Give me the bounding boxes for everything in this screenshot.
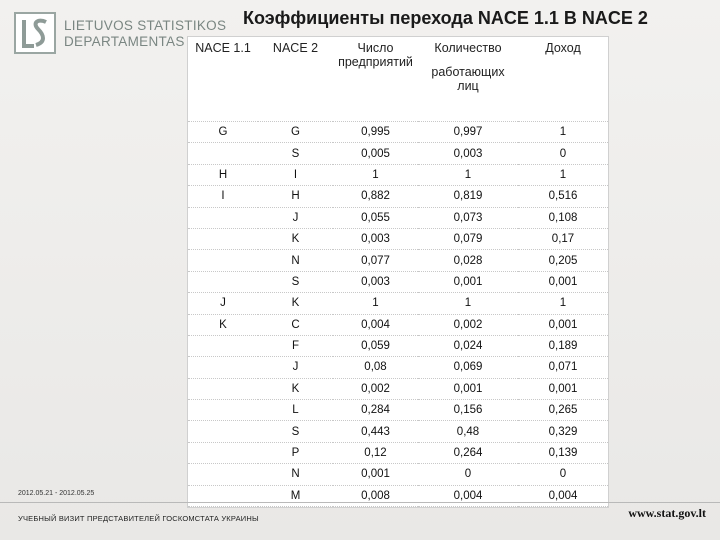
revenue-cell: 1: [518, 122, 608, 143]
table-row: [188, 464, 608, 485]
header-nace11: NACE 1.1: [195, 41, 251, 55]
revenue-cell: 1: [518, 164, 608, 185]
employees-cell: 0,001: [418, 271, 518, 292]
revenue-cell: 0,516: [518, 186, 608, 207]
nace2-cell: P: [258, 442, 333, 463]
header-revenue: Доход: [545, 41, 581, 55]
enterprises-cell: 0,995: [333, 122, 418, 143]
nace11-cell: [188, 357, 258, 378]
nace11-cell: [188, 464, 258, 485]
nace2-cell: I: [258, 164, 333, 185]
enterprises-cell: 0,004: [333, 314, 418, 335]
enterprises-cell: 0,002: [333, 378, 418, 399]
footer-divider: [0, 502, 720, 503]
table-row: [188, 207, 608, 228]
organization-name-line2: DEPARTAMENTAS: [64, 34, 185, 49]
employees-cell: 0,004: [418, 485, 518, 506]
employees-cell: 0,028: [418, 250, 518, 271]
table-row: [188, 400, 608, 421]
revenue-cell: 0,139: [518, 442, 608, 463]
nace11-cell: [188, 400, 258, 421]
nace11-cell: [188, 335, 258, 356]
nace2-cell: K: [258, 293, 333, 314]
enterprises-cell: 0,08: [333, 357, 418, 378]
nace11-cell: H: [188, 164, 258, 185]
event-dates: 2012.05.21 - 2012.05.25: [18, 490, 95, 497]
table-row: [188, 164, 608, 185]
revenue-cell: 0,17: [518, 228, 608, 249]
revenue-cell: 1: [518, 293, 608, 314]
table-row: [188, 314, 608, 335]
nace11-cell: [188, 207, 258, 228]
enterprises-cell: 0,055: [333, 207, 418, 228]
revenue-cell: 0: [518, 464, 608, 485]
nace2-cell: K: [258, 378, 333, 399]
employees-cell: 0,002: [418, 314, 518, 335]
ls-logo-icon: [14, 12, 56, 54]
revenue-cell: 0,071: [518, 357, 608, 378]
nace2-cell: G: [258, 122, 333, 143]
table-row: [188, 485, 608, 506]
table-row: [188, 421, 608, 442]
employees-cell: 0,264: [418, 442, 518, 463]
revenue-cell: 0,329: [518, 421, 608, 442]
revenue-cell: 0,001: [518, 378, 608, 399]
enterprises-cell: 1: [333, 164, 418, 185]
nace2-cell: S: [258, 421, 333, 442]
page-title: Коэффициенты перехода NACE 1.1 В NACE 2: [243, 8, 648, 28]
event-name: УЧЕБНЫЙ ВИЗИТ ПРЕДСТАВИТЕЛЕЙ ГОСКОМСТАТА УКРАИНЫ: [18, 514, 259, 523]
header-employees: [418, 37, 518, 104]
nace11-cell: [188, 442, 258, 463]
enterprises-cell: 0,443: [333, 421, 418, 442]
revenue-cell: 0,004: [518, 485, 608, 506]
nace2-cell: F: [258, 335, 333, 356]
nace2-cell: M: [258, 485, 333, 506]
enterprises-cell: 0,077: [333, 250, 418, 271]
table-row: [188, 335, 608, 356]
enterprises-cell: 0,12: [333, 442, 418, 463]
revenue-cell: 0: [518, 143, 608, 164]
employees-cell: 1: [418, 293, 518, 314]
revenue-cell: 0,001: [518, 314, 608, 335]
nace11-cell: [188, 378, 258, 399]
nace11-cell: [188, 250, 258, 271]
nace2-cell: C: [258, 314, 333, 335]
table-row: [188, 228, 608, 249]
nace2-cell: J: [258, 357, 333, 378]
table-row: [188, 250, 608, 271]
organization-name-line1: LIETUVOS STATISTIKOS: [64, 18, 227, 33]
table-row: [188, 271, 608, 292]
header-nace2: NACE 2: [272, 41, 319, 55]
enterprises-cell: 0,284: [333, 400, 418, 421]
table-row: [188, 442, 608, 463]
employees-cell: 0,48: [418, 421, 518, 442]
table-row: [188, 357, 608, 378]
nace2-cell: S: [258, 271, 333, 292]
spacer-row: [188, 104, 608, 122]
enterprises-cell: 0,001: [333, 464, 418, 485]
header-employees-line1: Количество: [434, 41, 502, 55]
nace11-cell: [188, 485, 258, 506]
enterprises-cell: 0,003: [333, 271, 418, 292]
nace11-cell: [188, 143, 258, 164]
employees-cell: 0,024: [418, 335, 518, 356]
enterprises-cell: 1: [333, 293, 418, 314]
nace2-cell: N: [258, 464, 333, 485]
enterprises-cell: 0,003: [333, 228, 418, 249]
nace11-cell: G: [188, 122, 258, 143]
nace11-cell: K: [188, 314, 258, 335]
nace11-cell: [188, 228, 258, 249]
employees-cell: 0,073: [418, 207, 518, 228]
employees-cell: 0,001: [418, 378, 518, 399]
conversion-table: [187, 36, 609, 508]
nace11-cell: I: [188, 186, 258, 207]
nace2-cell: J: [258, 207, 333, 228]
employees-cell: 0,069: [418, 357, 518, 378]
table-row: [188, 293, 608, 314]
employees-cell: 0,156: [418, 400, 518, 421]
employees-cell: 0,079: [418, 228, 518, 249]
nace2-cell: S: [258, 143, 333, 164]
table-header-row: [188, 37, 608, 104]
revenue-cell: 0,265: [518, 400, 608, 421]
header-employees-line2: работающих: [431, 65, 505, 79]
revenue-cell: 0,205: [518, 250, 608, 271]
nace11-cell: [188, 271, 258, 292]
employees-cell: 1: [418, 164, 518, 185]
revenue-cell: 0,189: [518, 335, 608, 356]
enterprises-cell: 0,008: [333, 485, 418, 506]
header-employees-line3: лиц: [457, 79, 479, 93]
employees-cell: 0: [418, 464, 518, 485]
nace2-cell: N: [258, 250, 333, 271]
nace11-cell: [188, 421, 258, 442]
enterprises-cell: 0,005: [333, 143, 418, 164]
table-row: [188, 378, 608, 399]
employees-cell: 0,819: [418, 186, 518, 207]
revenue-cell: 0,108: [518, 207, 608, 228]
table-row: [188, 143, 608, 164]
table-row: [188, 122, 608, 143]
website-link[interactable]: www.stat.gov.lt: [628, 506, 706, 520]
table-row: [188, 186, 608, 207]
header-enterprises: Число предприятий: [338, 41, 413, 69]
revenue-cell: 0,001: [518, 271, 608, 292]
enterprises-cell: 0,882: [333, 186, 418, 207]
nace2-cell: K: [258, 228, 333, 249]
nace11-cell: J: [188, 293, 258, 314]
nace2-cell: L: [258, 400, 333, 421]
employees-cell: 0,997: [418, 122, 518, 143]
nace2-cell: H: [258, 186, 333, 207]
employees-cell: 0,003: [418, 143, 518, 164]
enterprises-cell: 0,059: [333, 335, 418, 356]
